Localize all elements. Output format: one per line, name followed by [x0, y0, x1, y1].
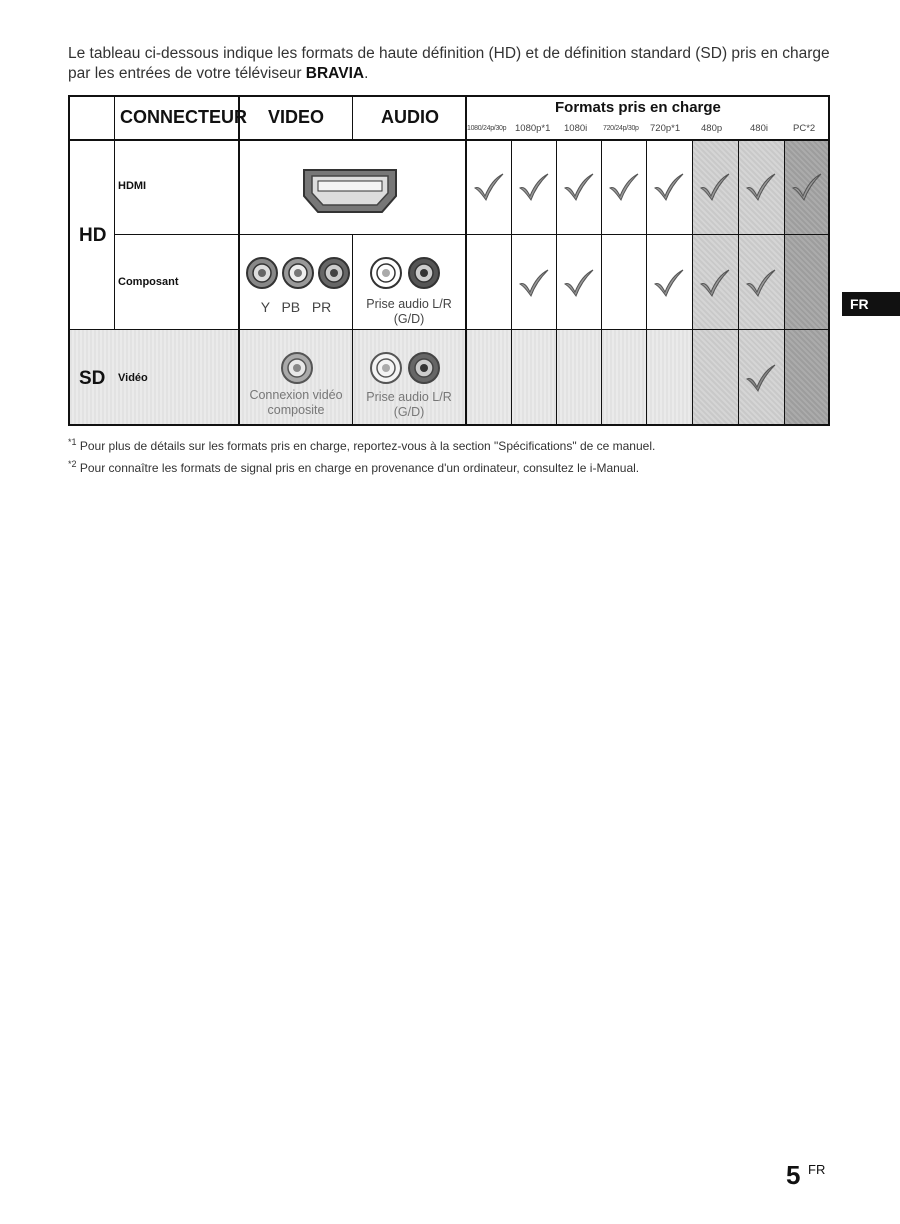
- check-icon: [745, 172, 777, 202]
- composite-video-caption-2: composite: [267, 403, 325, 417]
- row-label-composant: Composant: [118, 276, 179, 288]
- page-number-suffix: FR: [808, 1162, 826, 1177]
- footnote-2: [68, 459, 639, 475]
- check-icon: [563, 172, 595, 202]
- check-icon: [791, 172, 823, 202]
- composite-audio-caption-2: (G/D): [393, 405, 425, 419]
- format-label-1080-24p: 1080/24p/30p: [467, 125, 507, 132]
- composite-video-jack-icon: [279, 350, 315, 386]
- check-icon: [745, 363, 777, 393]
- composite-video-caption-1: Connexion vidéo: [249, 388, 343, 402]
- group-sd-label: SD: [79, 368, 106, 389]
- footnote-1: [68, 437, 655, 453]
- format-label-1080i: 1080i: [564, 123, 588, 134]
- composite-audio-jacks-icon: [366, 350, 446, 386]
- footnote-2-text: Pour connaître les formats de signal pris en charge en provenance d'un ordinateur, consultez le i-Manual.: [76, 461, 640, 475]
- footnote-1-text: Pour plus de détails sur les formats pris en charge, reportez-vous à la section "Spécifications" de ce manuel.: [76, 439, 656, 453]
- intro-text: Le tableau ci-dessous indique les formats de haute définition (HD) et de définition standard (SD) pris en charge par les entrées de votre téléviseur: [68, 45, 830, 82]
- component-audio-jacks-icon: [366, 255, 446, 295]
- check-icon: [699, 172, 731, 202]
- format-label-720p: 720p*1: [650, 123, 681, 134]
- intro-end: .: [364, 65, 369, 82]
- composite-audio-caption-1: Prise audio L/R: [366, 390, 452, 404]
- intro-brand: BRAVIA: [305, 65, 365, 82]
- header-audio: AUDIO: [381, 107, 439, 127]
- check-icon: [473, 172, 505, 202]
- check-icon: [608, 172, 640, 202]
- format-label-480p: 480p: [701, 123, 723, 134]
- row-label-hdmi: HDMI: [118, 180, 147, 192]
- check-icon: [653, 172, 685, 202]
- check-icon: [745, 268, 777, 298]
- component-video-jacks-icon: [244, 255, 352, 295]
- row-label-video: Vidéo: [118, 372, 148, 384]
- format-label-480i: 480i: [750, 123, 768, 134]
- component-audio-caption-2: (G/D): [393, 312, 425, 326]
- check-icon: [563, 268, 595, 298]
- footnote-2-mark: *2: [68, 459, 77, 469]
- language-tab: FR: [842, 292, 900, 316]
- component-audio-caption-1: Prise audio L/R: [366, 297, 452, 311]
- check-icon: [518, 172, 550, 202]
- format-label-720-24p: 720/24p/30p: [603, 125, 639, 132]
- hdmi-connector-icon: [302, 166, 398, 216]
- group-hd-label: HD: [79, 225, 107, 246]
- format-label-1080p: 1080p*1: [515, 123, 551, 134]
- header-video: VIDEO: [268, 107, 325, 127]
- intro-paragraph: [68, 44, 838, 84]
- format-label-pc: PC*2: [793, 123, 816, 134]
- component-video-caption: Y PB PR: [260, 299, 332, 315]
- header-connector: CONNECTEUR: [120, 107, 248, 127]
- check-icon: [699, 268, 731, 298]
- page-number: 5: [786, 1160, 801, 1190]
- check-icon: [653, 268, 685, 298]
- check-icon: [518, 268, 550, 298]
- footnote-1-mark: *1: [68, 437, 77, 447]
- header-formats: Formats pris en charge: [555, 99, 721, 116]
